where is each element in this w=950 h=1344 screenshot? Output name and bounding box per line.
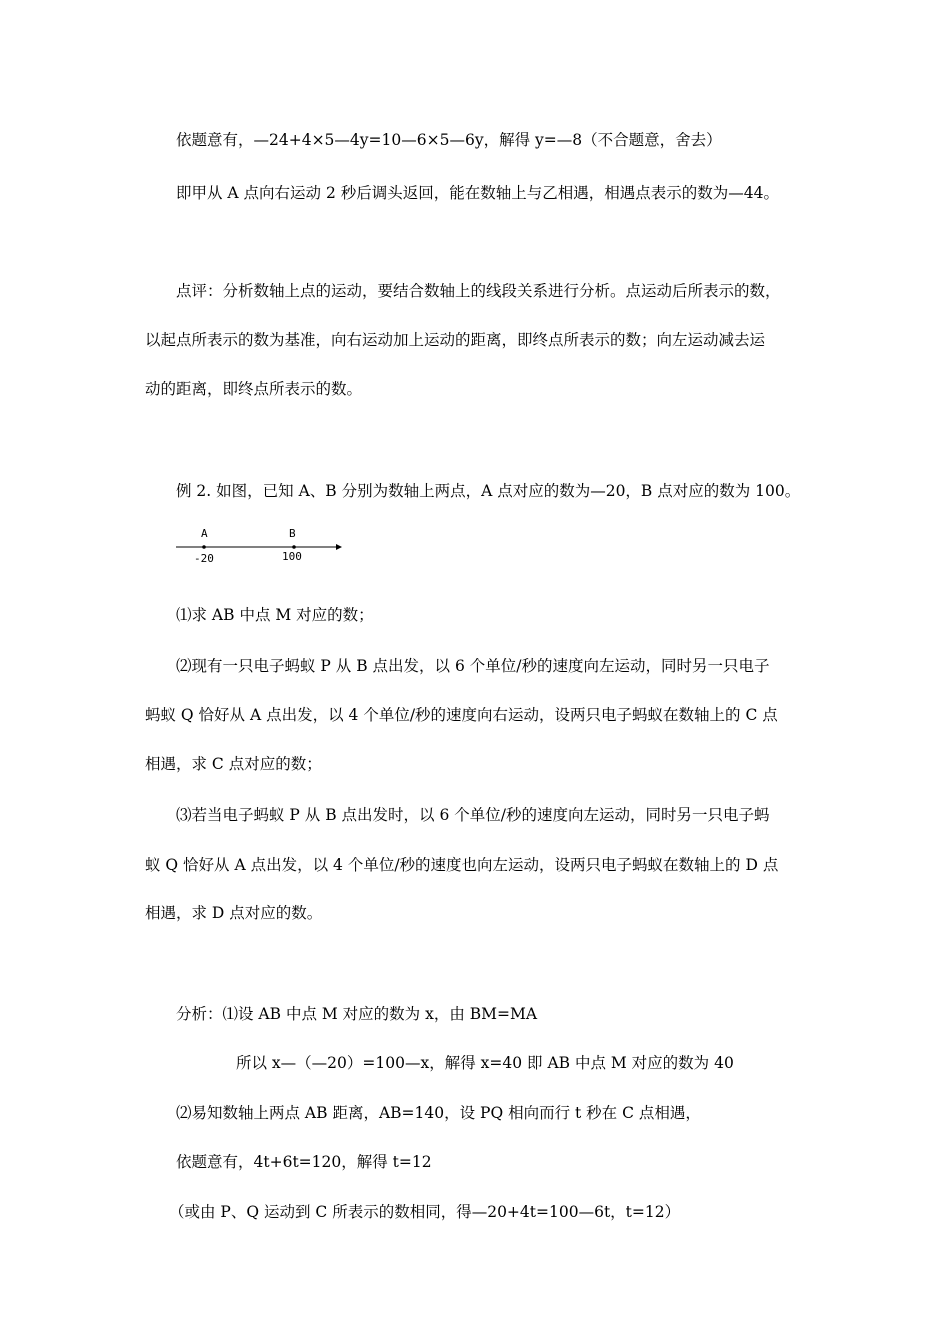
point-a-label: A xyxy=(201,527,208,540)
number-line-figure xyxy=(176,526,346,566)
line-14: 分析：⑴设 AB 中点 M 对应的数为 x，由 BM=MA xyxy=(176,1005,538,1023)
line-12: 蚁 Q 恰好从 A 点出发，以 4 个单位/秒的速度也向左运动，设两只电子蚂蚁在数轴上的 D 点 xyxy=(145,856,779,874)
line-18: （或由 P、Q 运动到 C 所表示的数相同，得—20+4t=100—6t，t=12） xyxy=(169,1203,681,1221)
line-15: 所以 x—（—20）=100—x，解得 x=40 即 AB 中点 M 对应的数为 40 xyxy=(236,1054,734,1072)
line-8: ⑵现有一只电子蚂蚁 P 从 B 点出发，以 6 个单位/秒的速度向左运动，同时另一只电子 xyxy=(176,657,770,675)
line-13: 相遇，求 D 点对应的数。 xyxy=(145,904,323,922)
point-b-label: B xyxy=(289,527,296,540)
line-2: 即甲从 A 点向右运动 2 秒后调头返回，能在数轴上与乙相遇，相遇点表示的数为—44。 xyxy=(176,184,779,202)
line-10: 相遇，求 C 点对应的数； xyxy=(145,755,322,773)
point-b-dot xyxy=(292,545,296,549)
point-a-dot xyxy=(202,545,206,549)
line-6: 例 2. 如图，已知 A、B 分别为数轴上两点，A 点对应的数为—20，B 点对应的数为 100。 xyxy=(176,482,801,500)
line-17: 依题意有，4t+6t=120，解得 t=12 xyxy=(176,1153,432,1171)
point-b-value: 100 xyxy=(282,550,302,563)
line-4: 以起点所表示的数为基准，向右运动加上运动的距离，即终点所表示的数；向左运动减去运 xyxy=(145,331,766,349)
axis-arrow xyxy=(336,544,342,550)
number-line-svg xyxy=(176,526,346,566)
line-11: ⑶若当电子蚂蚁 P 从 B 点出发时，以 6 个单位/秒的速度向左运动，同时另一只电子蚂 xyxy=(176,806,770,824)
line-1: 依题意有，—24+4×5—4y=10—6×5—6y，解得 y=—8（不合题意，舍去） xyxy=(176,131,722,149)
line-3: 点评：分析数轴上点的运动，要结合数轴上的线段关系进行分析。点运动后所表示的数， xyxy=(176,282,781,300)
point-a-value: -20 xyxy=(194,552,214,565)
line-7: ⑴求 AB 中点 M 对应的数； xyxy=(176,606,374,624)
line-5: 动的距离，即终点所表示的数。 xyxy=(145,380,363,398)
line-9: 蚂蚁 Q 恰好从 A 点出发，以 4 个单位/秒的速度向右运动，设两只电子蚂蚁在数轴上的 C 点 xyxy=(145,706,778,724)
line-16: ⑵易知数轴上两点 AB 距离，AB=140，设 PQ 相向而行 t 秒在 C 点相遇， xyxy=(176,1104,701,1122)
